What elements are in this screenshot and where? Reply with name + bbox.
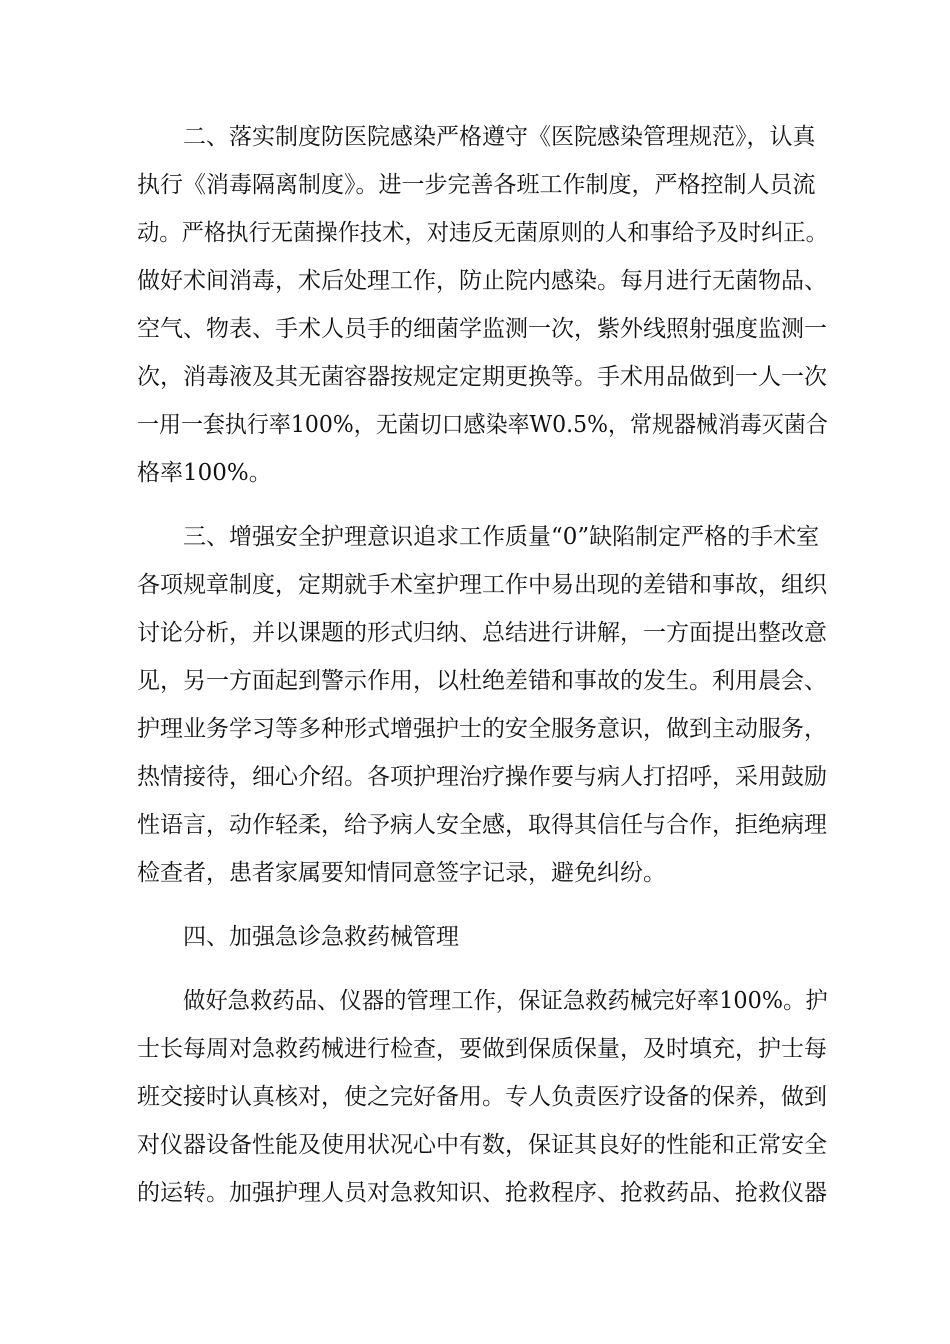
line-text: 讨论分析，并以课题的形式归纳、总结进行讲解，一方面提出整改意: [137, 620, 827, 646]
line-text: 热情接待，细心介绍。各项护理治疗操作要与病人打招呼，采用鼓励: [137, 764, 827, 790]
text-line: [0, 405, 950, 445]
line-text: 一用一套执行率100%，无菌切口感染率W0.5%，常规器械消毒灭菌合: [137, 412, 828, 438]
text-line: [0, 1125, 950, 1165]
text-line: [0, 309, 950, 349]
line-text: 护理业务学习等多种形式增强护士的安全服务意识，做到主动服务，: [137, 716, 827, 742]
text-line: [0, 1029, 950, 1069]
line-text: 四、加强急诊急救药械管理: [183, 924, 459, 950]
section-heading: [0, 917, 950, 957]
line-text: 各项规章制度，定期就手术室护理工作中易出现的差错和事故，组织: [137, 572, 827, 598]
line-text: 格率100%。: [137, 460, 272, 486]
text-line: [0, 981, 950, 1021]
text-line: [0, 613, 950, 653]
line-text: 空气、物表、手术人员手的细菌学监测一次，紫外线照射强度监测一: [137, 316, 827, 342]
line-text: 二、落实制度防医院感染严格遵守《医院感染管理规范》，认真: [183, 124, 816, 150]
line-text: 性语言，动作轻柔，给予病人安全感，取得其信任与合作，拒绝病理: [137, 812, 827, 838]
text-line: [0, 261, 950, 301]
text-line: [0, 1173, 950, 1213]
text-line: [0, 1077, 950, 1117]
line-text: 执行《消毒隔离制度》。进一步完善各班工作制度，严格控制人员流: [137, 172, 816, 198]
text-line: [0, 661, 950, 701]
line-text: 对仪器设备性能及使用状况心中有数，保证其良好的性能和正常安全: [137, 1132, 827, 1158]
line-text: 的运转。加强护理人员对急救知识、抢救程序、抢救药品、抢救仪器: [137, 1180, 827, 1206]
line-text: 做好术间消毒，术后处理工作，防止院内感染。每月进行无菌物品、: [137, 268, 827, 294]
line-text: 动。严格执行无菌操作技术，对违反无菌原则的人和事给予及时纠正。: [137, 220, 828, 246]
text-line: [0, 165, 950, 205]
text-line: [0, 117, 950, 157]
line-text: 次，消毒液及其无菌容器按规定定期更换等。手术用品做到一人一次: [137, 364, 827, 390]
text-line: [0, 709, 950, 749]
line-text: 士长每周对急救药械进行检查，要做到保质保量，及时填充，护士每: [137, 1036, 827, 1062]
line-text: 三、增强安全护理意识追求工作质量“0”缺陷制定严格的手术室: [183, 524, 820, 550]
text-line: [0, 757, 950, 797]
line-text: 做好急救药品、仪器的管理工作，保证急救药械完好率100%。护: [183, 988, 828, 1014]
line-text: 班交接时认真核对，使之完好备用。专人负责医疗设备的保养，做到: [137, 1084, 827, 1110]
line-text: 检查者，患者家属要知情同意签字记录，避免纠纷。: [137, 860, 666, 886]
line-text: 见，另一方面起到警示作用，以杜绝差错和事故的发生。利用晨会、: [137, 668, 827, 694]
text-line: [0, 853, 950, 893]
text-line: [0, 213, 950, 253]
text-line: [0, 453, 950, 493]
text-line: [0, 357, 950, 397]
text-line: [0, 565, 950, 605]
text-line: [0, 517, 950, 557]
text-line: [0, 805, 950, 845]
